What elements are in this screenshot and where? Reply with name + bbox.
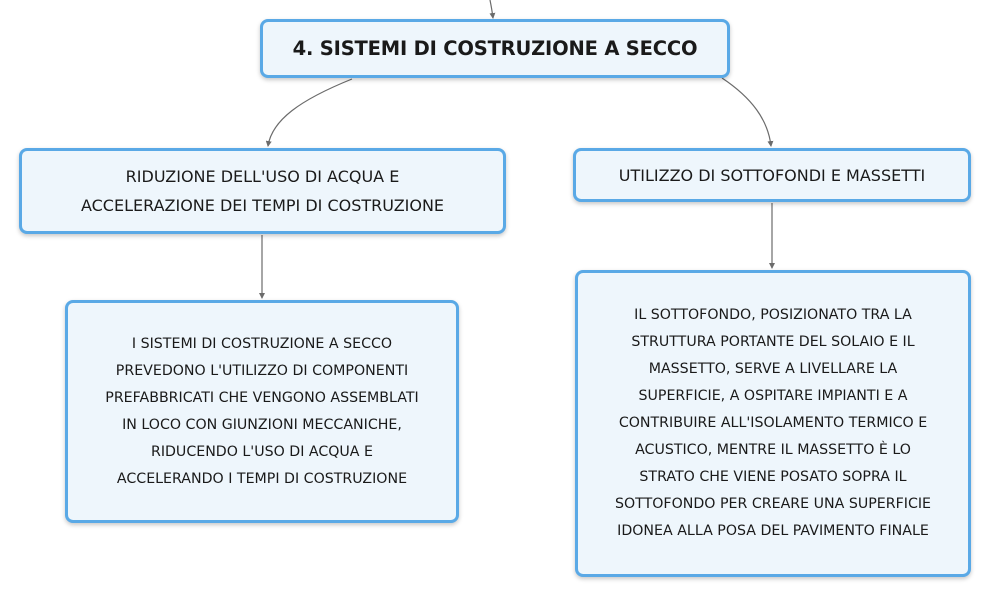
connector-root-to-left-branch (268, 79, 352, 146)
branch-node-water-reduction[interactable] (19, 148, 506, 234)
branch-node-subfloors-label: UTILIZZO DI SOTTOFONDI E MASSETTI (618, 165, 926, 185)
connector-root-to-right-branch (722, 78, 771, 146)
leaf-node-dry-systems-text: I SISTEMI DI COSTRUZIONE A SECCO PREVEDONO L'UTILIZZO DI COMPONENTI PREFABBRICATI CHE VENGONO ASSEMBLATI IN LOCO CON GIUNZIONI MECCANICHE, RIDUCENDO L'USO DI ACQUA E ACCELERANDO I TEMPI DI COSTRUZIONE (105, 335, 419, 487)
branch-node-water-reduction-label: RIDUZIONE DELL'USO DI ACQUA E ACCELERAZIONE DEI TEMPI DI COSTRUZIONE (80, 167, 445, 215)
leaf-node-dry-systems[interactable] (65, 300, 459, 523)
root-node[interactable] (260, 19, 730, 78)
leaf-node-subfloor-screed[interactable] (575, 270, 971, 577)
leaf-node-subfloor-screed-text: IL SOTTOFONDO, POSIZIONATO TRA LA STRUTTURA PORTANTE DEL SOLAIO E IL MASSETTO, SERVE A LIVELLARE LA SUPERFICIE, A OSPITARE IMPIANTI E A CONTRIBUIRE ALL'ISOLAMENTO TERMICO E ACUSTICO, MENTRE IL MASSETTO È LO STRATO CHE VIENE POSATO SOPRA IL SOTTOFONDO PER CREARE UNA SUPERFICIE IDONEA ALLA POSA DEL PAVIMENTO FINALE (615, 307, 931, 539)
branch-node-subfloors[interactable] (573, 148, 971, 202)
connector-parent-to-root (490, 0, 493, 18)
root-node-label: 4. SISTEMI DI COSTRUZIONE A SECCO (292, 37, 698, 60)
